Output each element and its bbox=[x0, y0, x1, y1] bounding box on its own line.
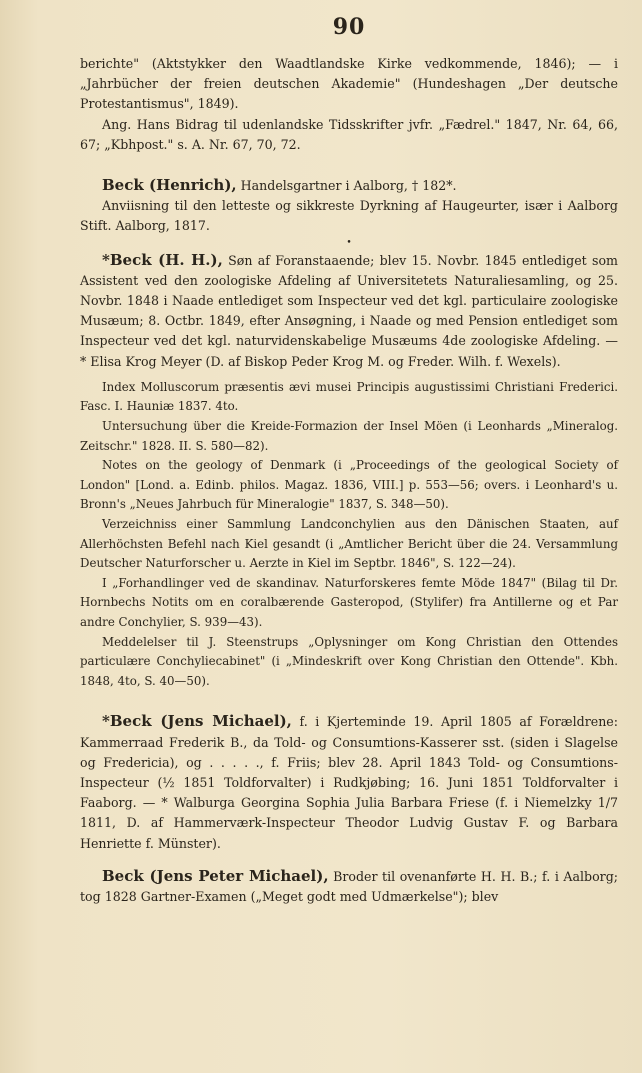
entry-heading: *Beck (Jens Michael), bbox=[102, 712, 292, 731]
paragraph-verzeichniss: Verzeichniss einer Sammlung Landconchylien aus den Dänischen Staaten, auf Allerhöchsten Befehl nach Kiel gesandt (i „Amtlicher Bericht über die 24. Versammlung Deutscher Naturforscher u. Aerzte in Kiel im Septbr. 1846", S. 122—24). bbox=[80, 517, 618, 571]
entry-heading: Beck (Henrich), bbox=[102, 176, 237, 195]
entry-body: Handelsgartner i Aalborg, † 182*. bbox=[236, 178, 457, 194]
entry-heading: *Beck (H. H.), bbox=[102, 250, 223, 269]
entry-body: f. i Kjerteminde 19. April 1805 af Forældrene: Kammerraad Frederik B., da Told- og Consumtions-Kasserer sst. (siden i Slagelse og Fredericia), og . . . . ., f. Friis; blev 28. April 1843 Told- og Consumtions-Inspecteur (½ 1851 Toldforvalter) i Rudkjøbing; 16. Juni 1851 Toldforvalter i Faaborg. — * Walburga Georgina Sophia Julia Barbara Friese (f. i Niemelzky 1/7 1811, D. af Hammerværk-Inspecteur Theodor Ludvig Gustav F. og Barbara Henriette f. Münster). bbox=[80, 714, 618, 851]
entry-beck-jens-peter-michael bbox=[80, 866, 618, 907]
entry-heading: Beck (Jens Peter Michael), bbox=[102, 866, 329, 885]
paragraph-index-molluscorum: Index Molluscorum præsentis ævi musei Principis augustissimi Christiani Frederici. Fasc. I. Hauniæ 1837. 4to. bbox=[80, 379, 618, 414]
entry-beck-henrich bbox=[80, 175, 618, 196]
entry-beck-jens-michael bbox=[80, 711, 618, 853]
entry-body: Broder til ovenanførte H. H. B.; f. i Aalborg; tog 1828 Gartner-Examen („Meget godt med Udmærkelse"); blev bbox=[80, 868, 618, 904]
paragraph-meddelelser: Meddelelser til J. Steenstrups „Oplysninger om Kong Christian den Ottendes particulære Conchyliecabinet" (i „Mindeskrift over Kong Christian den Ottende". Kbh. 1848, 4to, S. 40—50). bbox=[80, 634, 618, 688]
paragraph-forhandlinger: I „Forhandlinger ved de skandinav. Naturforskeres femte Möde 1847" (Bilag til Dr. Hornbechs Notits om en coralbærende Gasteropod, (Stylifer) fra Antillerne og et Par andre Conchylier, S. 939—43). bbox=[80, 575, 618, 629]
page-number: 90 bbox=[332, 14, 366, 40]
entry-beck-hh bbox=[80, 250, 618, 372]
paragraph-berichte: berichte" (Aktstykker den Waadtlandske Kirke vedkommende, 1846); — i „Jahrbücher der freien deutschen Akademie" (Hundeshagen „Der deutsche Protestantismus", 1849). bbox=[80, 56, 618, 112]
entry-body: Søn af Foranstaaende; blev 15. Novbr. 1845 entlediget som Assistent ved den zoologiske Afdeling af Universitetets Naturaliesamling, og 25. Novbr. 1848 i Naade entlediget som Inspecteur ved det kgl. particulaire zoologiske Musæum; 8. Octbr. 1849, efter Ansøgning, i Naade og med Pension entlediget som Inspecteur ved det kgl. naturvidenskabelige Musæums 4de zoologiske Afdeling. — * Elisa Krog Meyer (D. af Biskop Peder Krog M. og Freder. Wilh. f. Wexels). bbox=[80, 252, 618, 369]
paragraph-notes: Notes on the geology of Denmark (i „Proceedings of the geological Society of London" [Lond. a. Edinb. philos. Magaz. 1836, VIII.] p. 553—56; overs. i Leonhard's u. Bronn's „Neues Jahrbuch für Mineralogie" 1837, S. 348—50). bbox=[80, 458, 618, 512]
paragraph-untersuchung: Untersuchung über die Kreide-Formazion der Insel Möen (i Leonhards „Mineralog. Zeitschr." 1828. II. S. 580—82). bbox=[80, 419, 618, 453]
ornament: • bbox=[346, 237, 352, 248]
paragraph-anviisning: Anviisning til den letteste og sikkreste Dyrkning af Haugeurter, især i Aalborg Stift. Aalborg, 1817. bbox=[80, 198, 618, 234]
paragraph-bidrag: Ang. Hans Bidrag til udenlandske Tidsskrifter jvfr. „Fædrel." 1847, Nr. 64, 66, 67; „Kbhpost." s. A. Nr. 67, 70, 72. bbox=[80, 116, 618, 152]
